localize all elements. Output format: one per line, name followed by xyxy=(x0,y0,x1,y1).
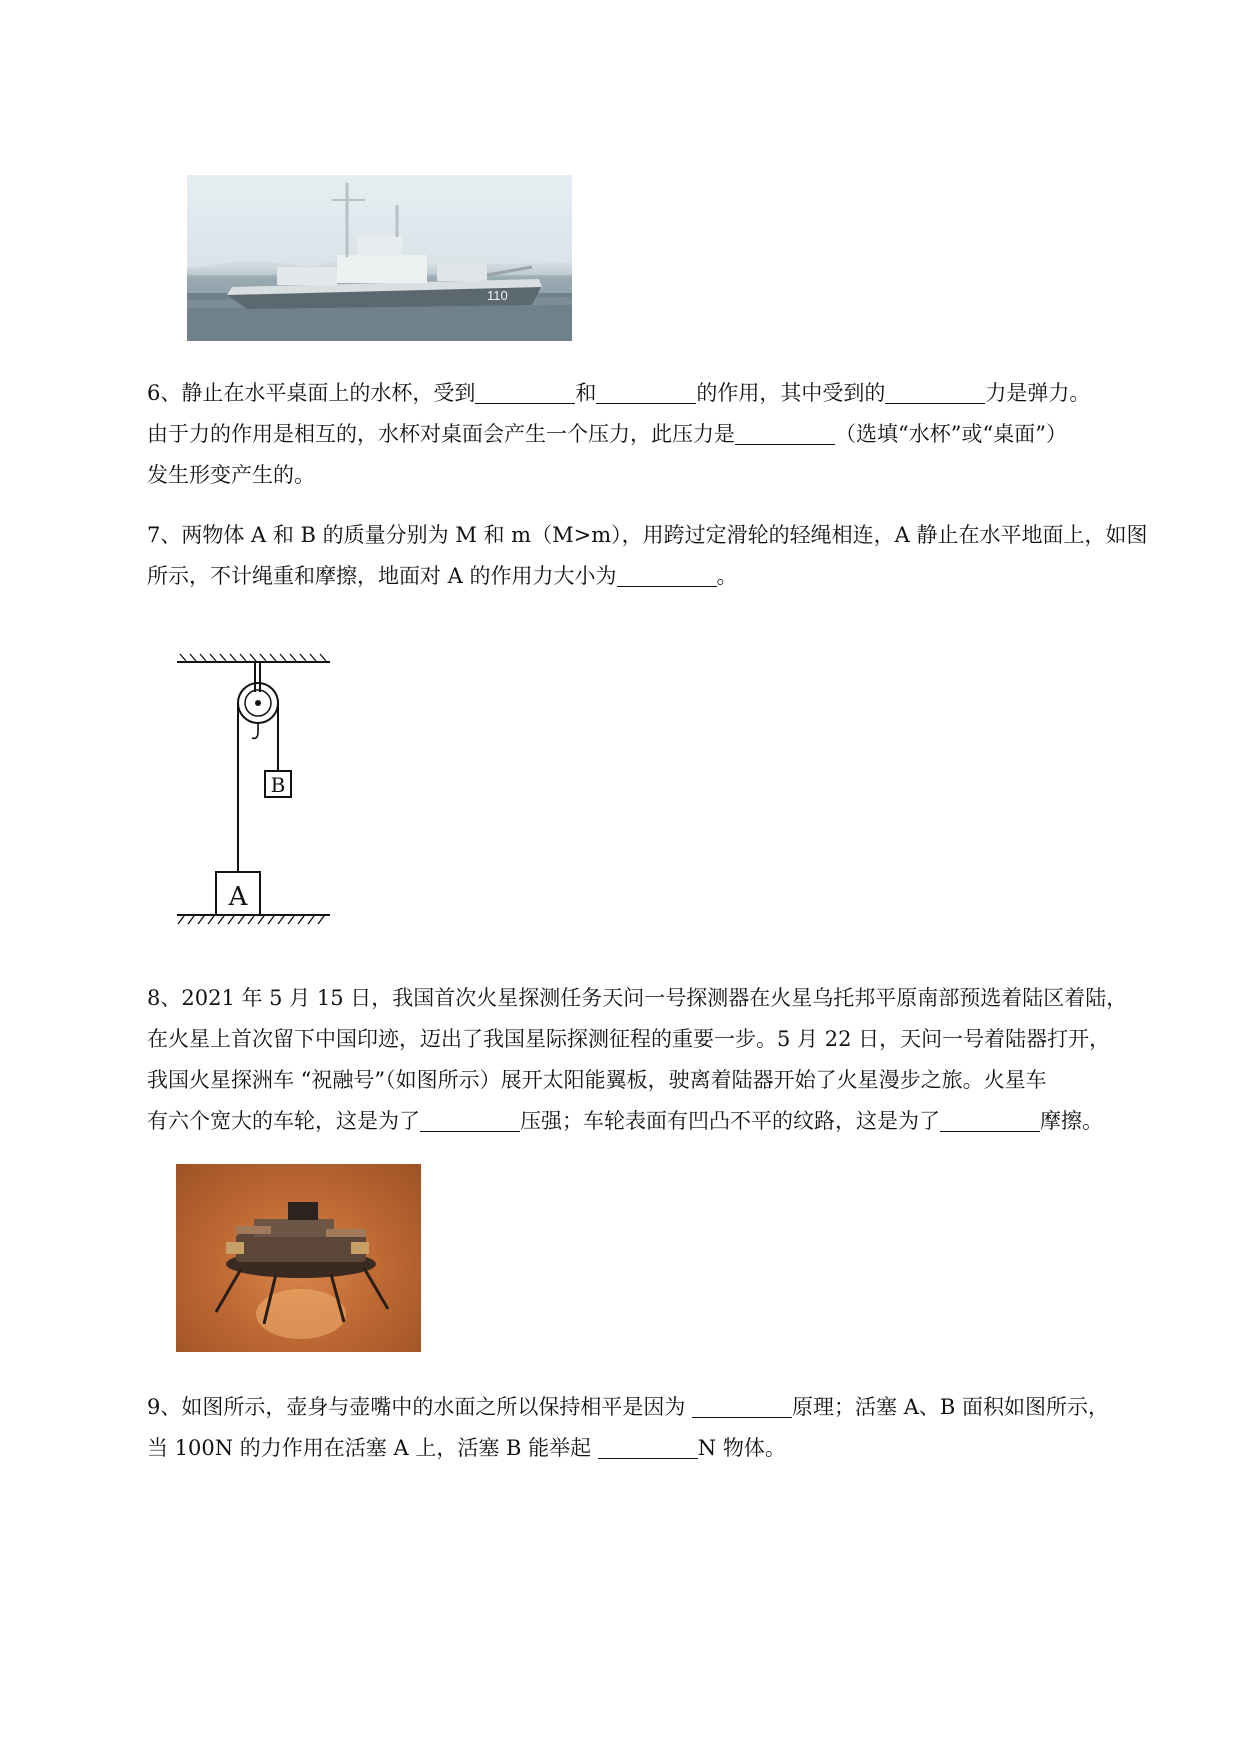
warship-illustration xyxy=(187,175,572,341)
q8-line-1: 8、2021 年 5 月 15 日，我国首次火星探测任务天问一号探测器在火星乌托邦平原南部预选着陆区着陆， xyxy=(147,986,1128,1010)
pulley-svg xyxy=(172,650,337,940)
answer-blank[interactable] xyxy=(940,1109,1040,1132)
answer-blank[interactable] xyxy=(735,422,835,445)
answer-blank[interactable] xyxy=(596,381,696,404)
answer-blank[interactable] xyxy=(885,381,985,404)
question-7 xyxy=(147,515,1172,597)
question-8 xyxy=(147,978,1172,1142)
q7-line-2: 所示，不计绳重和摩擦，地面对 A 的作用力大小为 。 xyxy=(147,564,738,588)
q8-line-4: 有六个宽大的车轮，这是为了 压强；车轮表面有凹凸不平的纹路，这是为了 摩擦。 xyxy=(147,1109,1103,1133)
question-9 xyxy=(147,1387,1172,1469)
question-6 xyxy=(147,373,1172,496)
q8-line-2: 在火星上首次留下中国印迹，迈出了我国星际探测征程的重要一步。5 月 22 日，天问一号着陆器打开， xyxy=(147,1027,1111,1051)
mars-lander-illustration xyxy=(176,1164,421,1352)
pulley-diagram xyxy=(172,650,337,940)
mars-rover-photo xyxy=(176,1164,421,1352)
q9-line-1: 9、如图所示，壶身与壶嘴中的水面之所以保持相平是因为 原理；活塞 A、B 面积如图所示， xyxy=(147,1395,1109,1419)
hull-number: 110 xyxy=(487,288,508,303)
q6-line-2: 由于力的作用是相互的，水杯对桌面会产生一个压力，此压力是 （选填“水杯”或“桌面”） xyxy=(147,422,1067,446)
answer-blank[interactable] xyxy=(420,1109,520,1132)
q8-line-3: 我国火星探洲车 “祝融号”（如图所示）展开太阳能翼板，驶离着陆器开始了火星漫步之旅。火星车 xyxy=(147,1068,1047,1092)
answer-blank[interactable] xyxy=(692,1395,792,1418)
answer-blank[interactable] xyxy=(475,381,575,404)
warship-photo xyxy=(187,175,572,341)
answer-blank[interactable] xyxy=(598,1436,698,1459)
q7-line-1: 7、两物体 A 和 B 的质量分别为 M 和 m（M>m），用跨过定滑轮的轻绳相连，A 静止在水平地面上，如图 xyxy=(147,523,1148,547)
q6-line-1: 6、静止在水平桌面上的水杯，受到 和 的作用，其中受到的 力是弹力。 xyxy=(147,381,1091,405)
q9-line-2: 当 100N 的力作用在活塞 A 上，活塞 B 能举起 N 物体。 xyxy=(147,1436,786,1460)
answer-blank[interactable] xyxy=(617,564,717,587)
block-a-label: A xyxy=(228,882,248,912)
q6-line-3: 发生形变产生的。 xyxy=(147,463,315,487)
block-b-label: B xyxy=(270,773,286,797)
